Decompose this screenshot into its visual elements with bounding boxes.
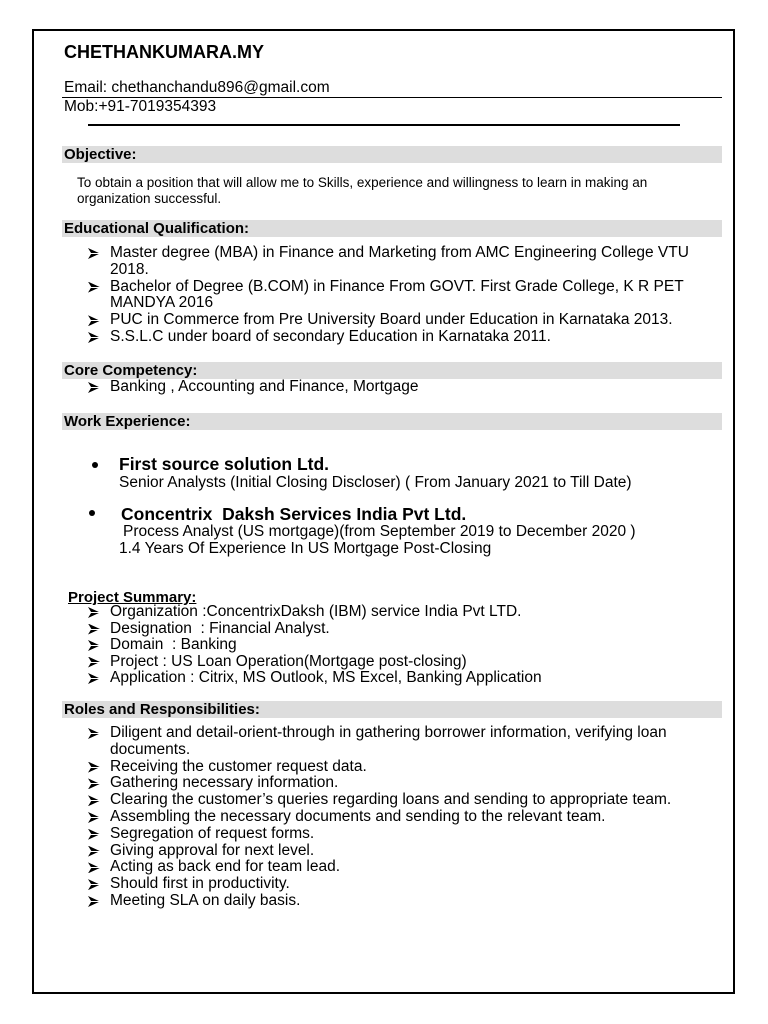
- arrow-bullet-icon: [88, 332, 100, 343]
- list-item: [0, 843, 720, 860]
- list-item: [0, 654, 720, 671]
- list-item: [0, 893, 720, 910]
- list-item: [0, 725, 720, 759]
- section-header-roles: [62, 701, 722, 718]
- list-item: [0, 775, 720, 792]
- list-item-text: Designation : Financial Analyst.: [110, 619, 330, 637]
- list-item: [0, 637, 720, 654]
- core-competency-list: [0, 379, 720, 396]
- arrow-bullet-icon: [88, 812, 100, 823]
- list-item-text: Project : US Loan Operation(Mortgage post-closing): [110, 652, 467, 670]
- arrow-bullet-icon: [88, 778, 100, 789]
- list-item-text: Domain : Banking: [110, 636, 237, 653]
- header-divider-rule: [88, 124, 680, 126]
- list-item-text: PUC in Commerce from Pre University Board under Education in Karnataka 2013.: [110, 311, 673, 329]
- arrow-bullet-icon: [88, 896, 100, 907]
- list-item: [0, 279, 720, 313]
- arrow-bullet-icon: [88, 879, 100, 890]
- arrow-bullet-icon: [88, 315, 100, 326]
- list-item: [0, 859, 720, 876]
- section-title: Work Experience:: [64, 413, 191, 430]
- education-list: [0, 245, 720, 346]
- arrow-bullet-icon: [88, 728, 100, 739]
- arrow-bullet-icon: [88, 248, 100, 259]
- arrow-bullet-icon: [88, 640, 100, 651]
- project-summary-list: [0, 604, 720, 687]
- section-header-work-experience: [62, 413, 722, 430]
- list-item-text: Receiving the customer request data.: [110, 757, 367, 775]
- arrow-bullet-icon: [88, 282, 100, 293]
- arrow-bullet-icon: [88, 382, 100, 393]
- round-bullet-icon: [92, 462, 98, 468]
- list-item-text: Segregation of request forms.: [110, 824, 315, 842]
- list-item: [0, 826, 720, 843]
- arrow-bullet-icon: [88, 829, 100, 840]
- list-item: [0, 379, 720, 396]
- list-item-text: Diligent and detail-orient-through in gathering borrower information, verifying loan documents.: [110, 724, 671, 758]
- list-item-text: Application : Citrix, MS Outlook, MS Excel, Banking Application: [110, 669, 542, 686]
- list-item: [0, 792, 720, 809]
- list-item-text: Bachelor of Degree (B.COM) in Finance From GOVT. First Grade College, K R PET MANDYA 2016: [110, 277, 688, 312]
- list-item-text: Assembling the necessary documents and sending to the relevant team.: [110, 807, 606, 825]
- arrow-bullet-icon: [88, 846, 100, 857]
- list-item: [0, 329, 720, 346]
- list-item: [0, 621, 720, 638]
- list-item-text: Acting as back end for team lead.: [110, 858, 341, 876]
- objective-text: To obtain a position that will allow me to Skills, experience and willingness to learn in making an organization successful.: [77, 175, 648, 206]
- section-header-objective: [62, 146, 722, 163]
- round-bullet-icon: [89, 510, 95, 516]
- list-item: [0, 604, 720, 621]
- roles-list: [0, 725, 720, 910]
- list-item-text: Banking , Accounting and Finance, Mortgage: [110, 378, 419, 395]
- arrow-bullet-icon: [88, 607, 100, 618]
- arrow-bullet-icon: [88, 673, 100, 684]
- list-item-text: Meeting SLA on daily basis.: [110, 891, 301, 909]
- project-summary-title: Project Summary:: [68, 589, 197, 606]
- list-item-text: Clearing the customer’s queries regarding loans and sending to appropriate team.: [110, 791, 672, 809]
- list-item: [0, 245, 720, 279]
- arrow-bullet-icon: [88, 762, 100, 773]
- list-item: [0, 759, 720, 776]
- section-title: Roles and Responsibilities:: [64, 701, 260, 718]
- company-name: First source solution Ltd.: [119, 454, 330, 474]
- arrow-bullet-icon: [88, 624, 100, 635]
- list-item-text: S.S.L.C under board of secondary Education in Karnataka 2011.: [110, 327, 551, 345]
- candidate-name: CHETHANKUMARA.MY: [64, 42, 264, 62]
- list-item-text: Giving approval for next level.: [110, 841, 315, 859]
- arrow-bullet-icon: [88, 795, 100, 806]
- section-header-core-competency: [62, 362, 722, 379]
- list-item: [0, 876, 720, 893]
- list-item-text: Gathering necessary information.: [110, 774, 339, 792]
- job-detail: Senior Analysts (Initial Closing Discloser) ( From January 2021 to Till Date): [119, 474, 632, 491]
- list-item-text: Master degree (MBA) in Finance and Marketing from AMC Engineering College VTU 2018.: [110, 244, 694, 278]
- arrow-bullet-icon: [88, 657, 100, 668]
- list-item-text: Should first in productivity.: [110, 875, 290, 893]
- section-title: Objective:: [64, 146, 137, 163]
- mobile-line: Mob:+91-7019354393: [64, 98, 217, 115]
- list-item: [0, 670, 720, 687]
- section-title: Core Competency:: [64, 362, 198, 379]
- section-title: Educational Qualification:: [64, 220, 250, 237]
- list-item: [0, 809, 720, 826]
- list-item: [0, 312, 720, 329]
- job-detail: 1.4 Years Of Experience In US Mortgage Post-Closing: [119, 540, 492, 557]
- company-name: Concentrix Daksh Services India Pvt Ltd.: [121, 504, 467, 524]
- list-item-text: Organization :ConcentrixDaksh (IBM) service India Pvt LTD.: [110, 603, 522, 620]
- arrow-bullet-icon: [88, 862, 100, 873]
- section-header-education: [62, 220, 722, 237]
- job-detail: Process Analyst (US mortgage)(from September 2019 to December 2020 ): [123, 523, 636, 540]
- email-line: Email: chethanchandu896@gmail.com: [64, 79, 330, 96]
